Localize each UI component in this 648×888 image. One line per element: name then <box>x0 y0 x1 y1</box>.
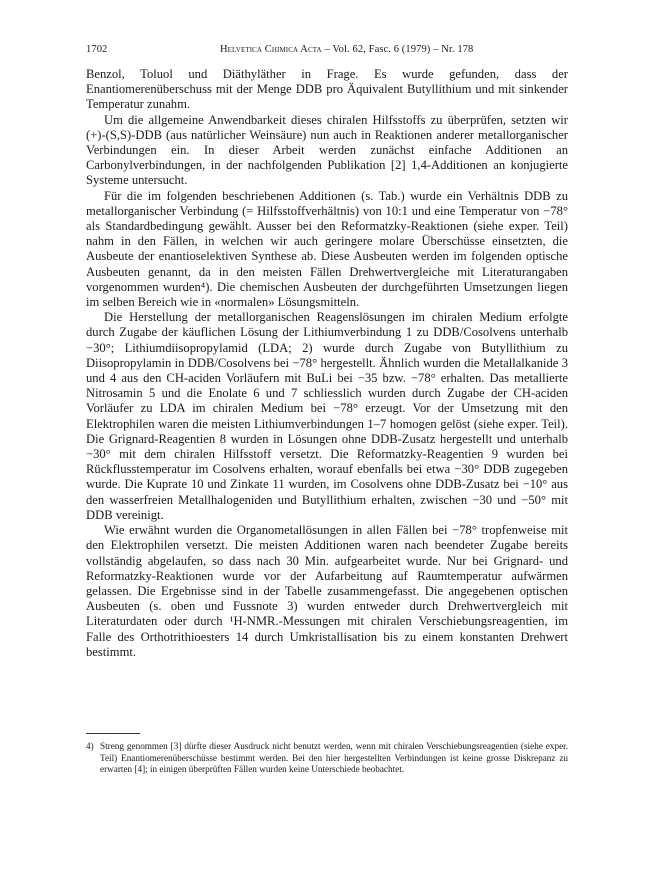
paragraph: Für die im folgenden beschriebenen Additionen (s. Tab.) wurde ein Verhältnis DDB zu metallorganischer Verbindung (= Hilfsstoffverhältnis) von 10:1 und eine Temperatur von −78° als Standardbedingung gewählt. Ausser bei den Reformatzky-Reaktionen (siehe exper. Teil) nahm in den Fällen, in welchen wir auch geringere molare Überschüsse einsetzten, die Ausbeute der enantioselektiven Synthese ab. Diese Ausbeuten werden im folgenden optische Ausbeuten genannt, da in den meisten Fällen Drehwertvergleiche mit Literaturangaben vorgenommen wurden⁴). Die chemischen Ausbeuten der durchgeführten Umsetzungen liegen im selben Bereich wie in «normalen» Lösungsmitteln. <box>86 188 568 310</box>
paragraph: Um die allgemeine Anwendbarkeit dieses chiralen Hilfsstoffs zu überprüfen, setzten wir (+)-(S,S)-DDB (aus natürlicher Weinsäure) nun auch in Reaktionen anderer metallorganischer Verbindungen ein. In dieser Arbeit werden zunächst einfache Additionen an Carbonylverbindungen, in der nachfolgenden Publikation [2] 1,4-Additionen an konjugierte Systeme untersucht. <box>86 112 568 188</box>
paragraph: Die Herstellung der metallorganischen Reagenslösungen im chiralen Medium erfolgte durch Zugabe der käuflichen Lösung der Lithiumverbindung 1 zu DDB/Cosolvens unterhalb −30°; Lithiumdiisopropylamid (LDA; 2) wurde durch Zugabe von Butyllithium zu Diisopropylamin in DDB/Cosolvens bei −78° hergestellt. Ähnlich wurden die Metallalkanide 3 und 4 aus den CH-aciden Vorläufern mit BuLi bei −35 bzw. −78° erhalten. Das metallierte Nitrosamin 5 und die Enolate 6 und 7 schliesslich wurden durch Zugabe der CH-aciden Vorläufer zu LDA im chiralen Medium bei −78° erzeugt. Vor der Umsetzung mit den Elektrophilen waren die meisten Lithiumverbindungen 1–7 homogen gelöst (siehe exper. Teil). Die Grignard-Reagentien 8 wurden in Lösungen ohne DDB-Zusatz hergestellt und unterhalb −30° mit dem chiralen Hilfsstoff versetzt. Die Reformatzky-Reagentien 9 wurden bei Rückflusstemperatur im Cosolvens erhalten, worauf ebenfalls bei etwa −30° DDB zugegeben wurde. Die Kuprate 10 und Zinkate 11 wurden, im Cosolvens ohne DDB-Zusatz bei −10° aus den wasserfreien Metallhalogeniden und Butyllithium erhalten, zwischen −30 und −50° mit DDB vereinigt. <box>86 310 568 522</box>
journal-title: Helvetica Chimica Acta <box>220 44 322 55</box>
paragraph: Benzol, Toluol und Diäthyläther in Frage. Es wurde gefunden, dass der Enantiomerenüberschuss mit der Menge DDB pro Äquivalent Butyllithium und mit sinkender Temperatur zunahm. <box>86 67 568 112</box>
paragraph: Wie erwähnt wurden die Organometallösungen in allen Fällen bei −78° tropfenweise mit den Elektrophilen versetzt. Die meisten Additionen waren nach beendeter Zugabe bereits vollständig abgelaufen, so dass nach 30 Min. aufgearbeitet wurde. Nur bei Grignard- und Reformatzky-Reaktionen wurde vor der Aufarbeitung auf Raumtemperatur aufwärmen gelassen. Die Ergebnisse sind in der Tabelle zusammengefasst. Die angegebenen optischen Ausbeuten (s. oben und Fussnote 3) wurden entweder durch Drehwertvergleich mit Literaturdaten oder durch ¹H-NMR.-Messungen mit chiralen Verschiebungsreagentien, im Falle des Orthotrithioesters 14 durch Umkristallisation bis zu einem konstanten Drehwert bestimmt. <box>86 523 568 659</box>
page-number: 1702 <box>86 44 108 55</box>
footnote-text: Streng genommen [3] dürfte dieser Ausdruck nicht benutzt werden, wenn mit chiralen Verschiebungsreagentien (siehe exper. Teil) Enantiomerenüberschüsse bestimmt werden. Bei den hier hergestellten Verbindungen ist keine grosse Diskrepanz zu erwarten [4]; in einigen überprüften Fällen wurden keine Unterschiede beobachtet. <box>100 741 568 775</box>
body-text <box>86 67 568 660</box>
issue-info: Vol. 62, Fasc. 6 (1979) – Nr. 178 <box>332 44 474 55</box>
footnote-rule <box>86 733 140 734</box>
running-header: 1702 Helvetica Chimica Acta – Vol. 62, Fasc. 6 (1979) – Nr. 178 <box>86 44 474 55</box>
footnote-mark: 4) <box>86 741 94 751</box>
footnote <box>86 741 568 776</box>
